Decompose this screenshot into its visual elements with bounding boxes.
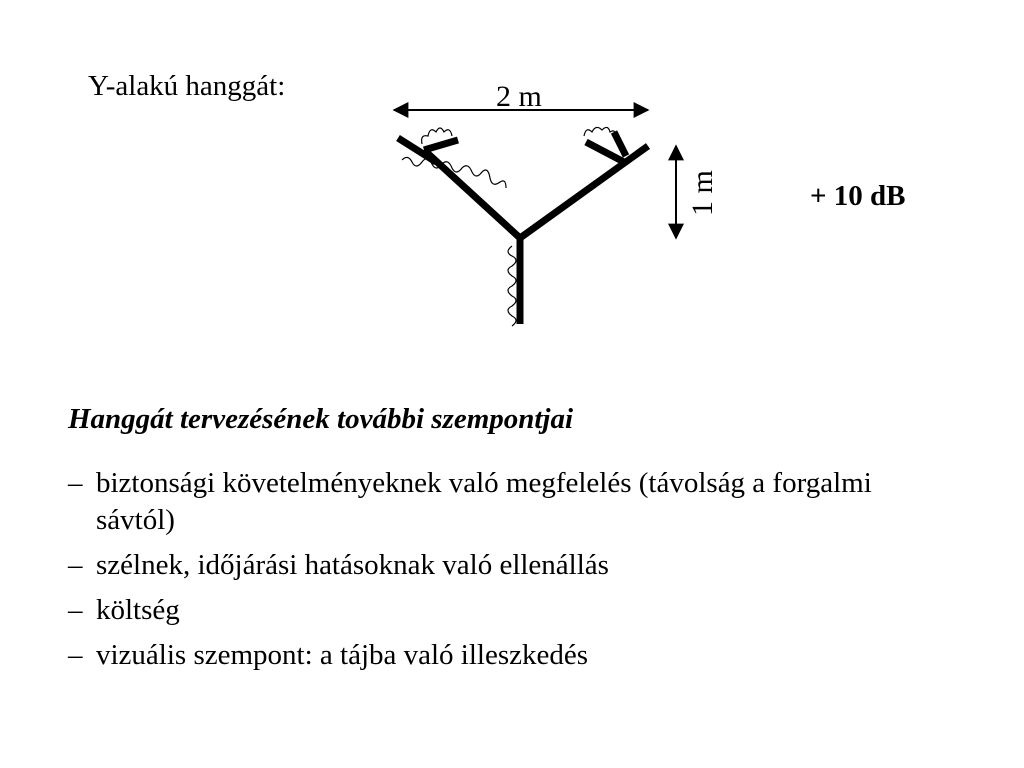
bullet-text: költség [96,594,180,626]
bullet-item [68,637,968,674]
section-heading: Hanggát tervezésének további szempontjai [68,403,574,435]
bullet-item [68,465,968,539]
y-barrier-diagram [380,70,740,340]
bullet-marker: – [68,467,83,499]
bullet-text: vizuális szempont: a tájba való illeszkedés [96,639,589,671]
bullet-marker: – [68,549,83,581]
gain-label: + 10 dB [810,180,906,212]
height-dimension-label: 1 m [686,170,719,216]
bullet-item [68,592,968,629]
slide-title: Y-alakú hanggát: [88,70,286,102]
bullet-item [68,547,968,584]
bullet-marker: – [68,639,83,671]
y-barrier-shape [398,132,648,324]
width-dimension-label: 2 m [496,80,542,113]
bullet-marker: – [68,594,83,626]
bullet-list [68,465,968,682]
bullet-text: biztonsági követelményeknek való megfelelés (távolság a forgalmi sávtól) [96,467,872,536]
bullet-text: szélnek, időjárási hatásoknak való ellenállás [96,549,609,581]
